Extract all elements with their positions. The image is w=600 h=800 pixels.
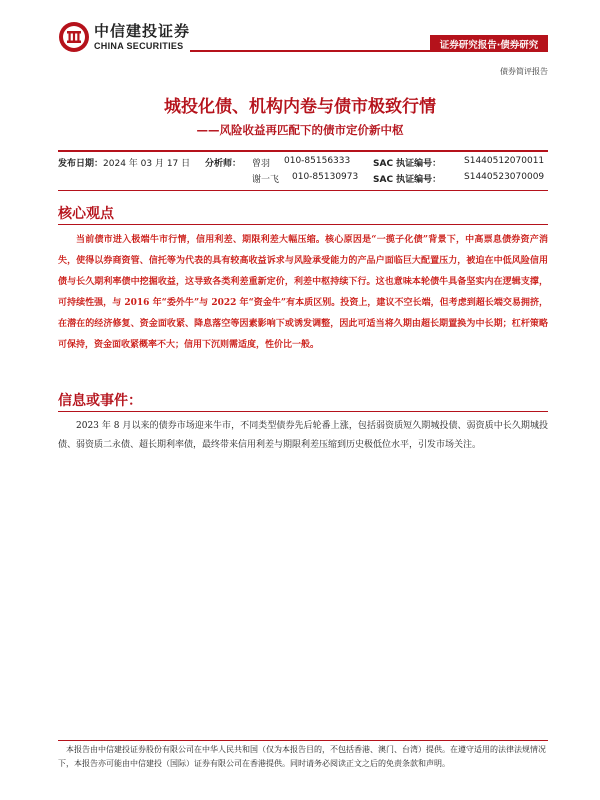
core-viewpoint-rule <box>58 224 548 225</box>
info-event-body <box>58 417 548 455</box>
analyst-name: 谢一飞 <box>252 175 280 185</box>
core-viewpoint-body <box>58 230 548 356</box>
info-event-rule <box>58 411 548 412</box>
report-type-label: 债券简评报告 <box>500 67 548 76</box>
info-event-paragraph: 2023 年 8 月以来的债券市场迎来牛市，不同类型债券先后轮番上涨，包括弱资质短久期城投债、弱资质中长久期城投债、弱资质二永债、超长期利率债，最终带来信用利差与期限利差压缩到历史极低位水平，引发市场关注。 <box>58 421 548 450</box>
footer-rule <box>58 740 548 741</box>
publish-date <box>58 156 190 169</box>
core-viewpoint-heading: 核心观点 <box>58 206 114 222</box>
company-name-en: CHINA SECURITIES <box>94 40 184 51</box>
header-bar <box>58 35 548 51</box>
analyst-sac-number: S1440523070009 <box>464 172 545 182</box>
publish-date-label: 发布日期： <box>58 159 104 169</box>
analyst-sac-number: S1440512070011 <box>464 156 545 166</box>
report-subtitle: ——风险收益再匹配下的债市定价新中枢 <box>196 123 404 137</box>
meta-rule <box>58 190 548 191</box>
info-event-heading: 信息或事件： <box>58 393 142 409</box>
analyst-phone: 010-85130973 <box>292 172 359 182</box>
publish-date-value: 2024 年 03 月 17 日 <box>103 159 191 169</box>
report-title: 城投化债、机构内卷与债市极致行情 <box>164 97 436 117</box>
company-name-cn: 中信建投证券 <box>94 21 191 40</box>
disclaimer-text: 本报告由中信建投证券股份有限公司在中华人民共和国（仅为本报告目的，不包括香港、澳门、台湾）提供。在遵守适用的法律法规情况下，本报告亦可能由中信建投（国际）证券有限公司在香港提供。同时请务必阅读正文之后的免责条款和声明。 <box>58 745 546 768</box>
core-viewpoint-paragraph: 当前债市进入极端牛市行情，信用利差、期限利差大幅压缩。核心原因是“一揽子化债”背景下，中高票息债券资产消失，使得以券商资管、信托等为代表的具有较高收益诉求与风险承受能力的产品户面临巨大配置压力，被迫在中低风险信用债与长久期利率债中挖掘收益，这导致各类利差重新定价，利差中枢持续下行。这也意味本轮债牛具备坚实内在逻辑支撑，可持续性强，与 2016 年“委外牛”与 2022 年“资金牛”有本质区别。投资上，建议不空长端，但考虑到超长端交易拥挤，在潜在的经济修复、资金面收紧、降息落空等因素影响下或诱发调整，因此可适当将久期由超长期置换为中长期；杠杆策略可保持，资金面收紧概率不大；信用下沉则需适度，性价比一般。 <box>58 235 548 350</box>
analyst-sac-label: SAC 执证编号： <box>373 159 442 169</box>
title-rule <box>58 150 548 152</box>
analyst-name: 曾羽 <box>252 159 271 169</box>
analyst-label: 分析师： <box>205 159 242 169</box>
report-category-tab: 证券研究报告·债券研究 <box>430 35 548 52</box>
analyst-sac-label: SAC 执证编号： <box>373 175 442 185</box>
analyst-phone: 010-85156333 <box>284 156 351 166</box>
footer-disclaimer <box>58 743 548 771</box>
